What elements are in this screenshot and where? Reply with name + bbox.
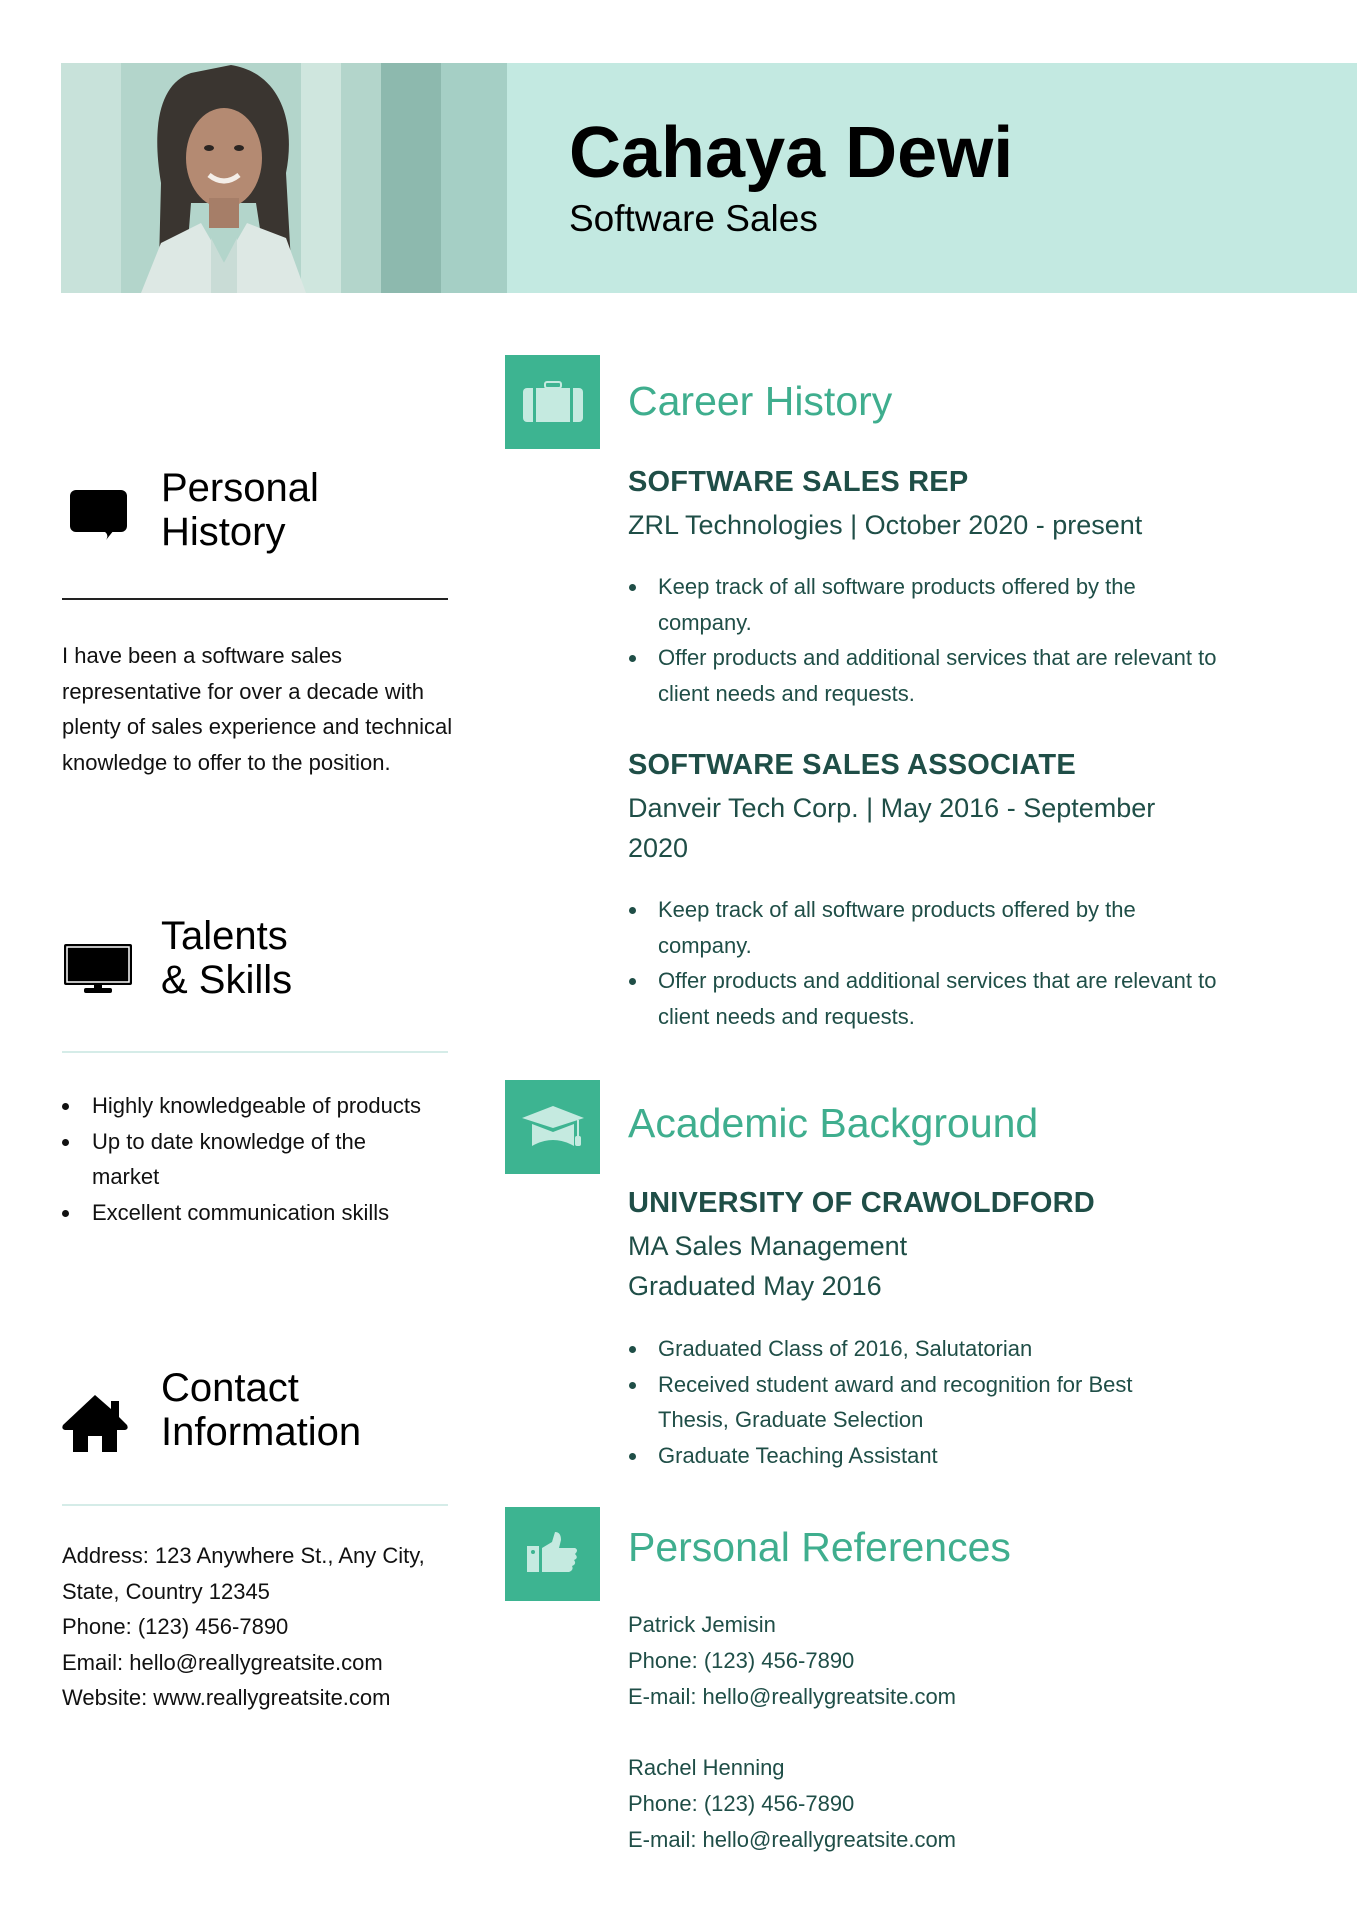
contact-website: Website: www.reallygreatsite.com <box>62 1685 391 1710</box>
job-duties <box>628 892 1268 1034</box>
skills-list <box>62 1088 462 1230</box>
job-duty: Offer products and additional services that are relevant to client needs and requests. <box>628 640 1268 711</box>
section-divider <box>62 598 448 600</box>
graduation-cap-icon <box>505 1080 600 1174</box>
heading-line-2: & Skills <box>161 958 293 1002</box>
skill-item: Up to date knowledge of the market <box>62 1124 402 1195</box>
candidate-name: Cahaya Dewi <box>569 113 1014 193</box>
achievement-item: Graduated Class of 2016, Salutatorian <box>628 1331 1228 1367</box>
monitor-icon <box>64 944 134 999</box>
achievement-item: Graduate Teaching Assistant <box>628 1438 1228 1474</box>
profile-photo <box>61 63 507 293</box>
contact-details <box>62 1538 452 1716</box>
job-duty: Keep track of all software products offered by the company. <box>628 892 1218 963</box>
section-divider <box>62 1051 448 1053</box>
heading-line-2: History <box>161 510 286 554</box>
personal-history-heading <box>161 466 319 554</box>
portrait-image <box>61 63 507 293</box>
references-list <box>628 1607 956 1893</box>
achievement-item: Received student award and recognition for Best Thesis, Graduate Selection <box>628 1367 1208 1438</box>
reference-entry <box>628 1607 956 1715</box>
graduation-date: Graduated May 2016 <box>628 1271 882 1301</box>
reference-email: E-mail: hello@reallygreatsite.com <box>628 1827 957 1852</box>
reference-phone: Phone: (123) 456-7890 <box>628 1791 855 1816</box>
briefcase-icon <box>505 355 600 449</box>
job-title: SOFTWARE SALES ASSOCIATE <box>628 749 1076 781</box>
section-divider <box>62 1504 448 1506</box>
reference-phone: Phone: (123) 456-7890 <box>628 1648 855 1673</box>
candidate-role: Software Sales <box>569 198 818 239</box>
academic-heading: Academic Background <box>628 1100 1039 1146</box>
job-title: SOFTWARE SALES REP <box>628 466 969 498</box>
degree: MA Sales Management <box>628 1231 908 1261</box>
talents-heading <box>161 914 292 1002</box>
references-heading: Personal References <box>628 1524 1011 1570</box>
job-duty: Keep track of all software products offered by the company. <box>628 569 1218 640</box>
career-history-heading: Career History <box>628 378 893 424</box>
academic-achievements <box>628 1331 1228 1473</box>
reference-entry <box>628 1750 956 1858</box>
job-duties <box>628 569 1268 711</box>
job-company-dates: Danveir Tech Corp. | May 2016 - September 2020 <box>628 793 1156 863</box>
speech-bubble-icon <box>70 490 128 547</box>
job-company-dates: ZRL Technologies | October 2020 - present <box>628 510 1143 540</box>
reference-name: Rachel Henning <box>628 1755 785 1780</box>
skill-item: Excellent communication skills <box>62 1195 462 1231</box>
heading-line-1: Personal <box>161 466 319 510</box>
contact-address: Address: 123 Anywhere St., Any City, State, Country 12345 <box>62 1543 425 1604</box>
reference-email: E-mail: hello@reallygreatsite.com <box>628 1684 957 1709</box>
contact-heading <box>161 1366 361 1454</box>
school-name: UNIVERSITY OF CRAWOLDFORD <box>628 1187 1095 1219</box>
reference-name: Patrick Jemisin <box>628 1612 776 1637</box>
heading-line-1: Contact <box>161 1366 299 1410</box>
contact-email: Email: hello@reallygreatsite.com <box>62 1649 383 1675</box>
personal-history-text: I have been a software sales representative for over a decade with plenty of sales experience and technical knowledge to offer to the position. <box>62 643 453 775</box>
thumbs-up-icon <box>505 1507 600 1601</box>
job-duty: Offer products and additional services that are relevant to client needs and requests. <box>628 963 1268 1034</box>
skill-item: Highly knowledgeable of products <box>62 1088 462 1124</box>
heading-line-2: Information <box>161 1410 362 1454</box>
heading-line-1: Talents <box>161 914 288 958</box>
contact-phone: Phone: (123) 456-7890 <box>62 1614 289 1639</box>
house-icon <box>61 1393 129 1458</box>
